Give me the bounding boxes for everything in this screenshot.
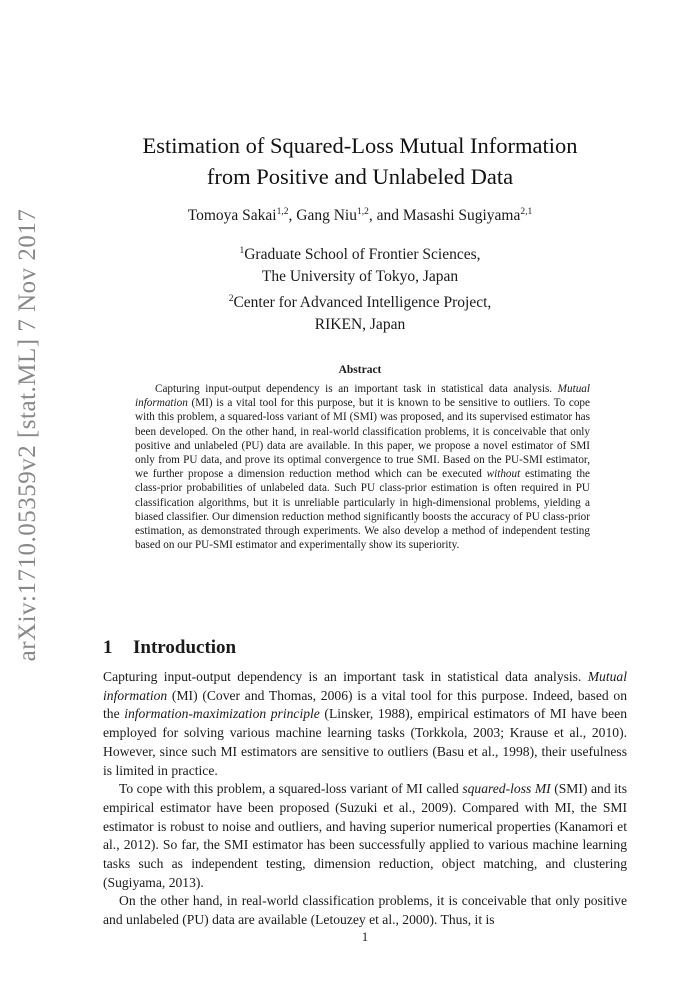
intro-p2-text-1: To cope with this problem, a squared-loss variant of MI called [119, 781, 463, 797]
intro-p1-text-1: Capturing input-output dependency is an important task in statistical data analysis. [103, 669, 588, 684]
abstract-body [135, 382, 590, 552]
intro-p1-emphasis-2: information-maximization principle [124, 706, 320, 722]
affiliations [80, 240, 640, 336]
arxiv-stamp-text: arXiv:1710.05359v2 [stat.ML] 7 Nov 2017 [14, 208, 41, 662]
author-3: and Masashi Sugiyama [376, 207, 521, 225]
affil-2-line-2: RIKEN, Japan [314, 316, 406, 334]
author-3-affil: 2,1 [520, 207, 533, 217]
section-number: 1 [103, 637, 113, 658]
page-number: 1 [361, 930, 369, 944]
title-line-2: from Positive and Unlabeled Data [206, 164, 514, 189]
affil-1-marker: 1 [239, 246, 245, 256]
arxiv-stamp [8, 185, 48, 685]
intro-body [103, 668, 627, 930]
author-1-affil: 1,2 [276, 207, 289, 217]
intro-paragraph-2 [103, 780, 627, 892]
paper-title [80, 130, 640, 192]
abstract-text-3: estimating the class-prior probabilities of unlabeled data. Such PU class-prior estimation is often required in PU classification algorithms, but it is unreliable particularly in high-dimensional problems, yielding a biased classifier. Our dimension reduction method significantly boosts the accuracy of PU class-prior estimation, as demonstrated through experiments. We also develop a method of independent testing based on our PU-SMI estimator and experimentally show its superiority. [135, 468, 590, 552]
intro-paragraph-3: On the other hand, in real-world classification problems, it is conceivable that only positive and unlabeled (PU) data are available (Letouzey et al., 2000). Thus, it is [103, 893, 627, 928]
affil-2-marker: 2 [228, 294, 234, 305]
intro-p1-emphasis-1: Mutual information [103, 669, 627, 703]
author-1: Tomoya Sakai [187, 207, 277, 225]
abstract-emphasis-2: without [486, 468, 521, 481]
abstract-emphasis-1: Mutual information [135, 383, 590, 410]
section-heading [103, 637, 236, 659]
intro-p1-text-2: (MI) (Cover and Thomas, 2006) is a vital tool for this purpose. Indeed, based on the [103, 687, 627, 722]
intro-p1-text-3: (Linsker, 1988), empirical estimators of MI have been employed for solving various machine learning tasks (Torkkola, 2003; Krause et al., 2010). However, since such MI estimators are sensitive to outliers (Basu et al., 1998), their usefulness is limited in practice. [103, 706, 627, 778]
author-list: Tomoya Sakai$^{1,2}$, Gang Niu$^{1,2}$, and Masashi Sugiyama$^{2,1}$ [187, 207, 533, 225]
title-line-1: Estimation of Squared-Loss Mutual Information [142, 133, 578, 158]
affil-2-line-1: Center for Advanced Intelligence Project, [233, 294, 492, 312]
affil-1-line-2: The University of Tokyo, Japan [261, 268, 459, 286]
author-2: Gang Niu [296, 207, 357, 225]
abstract-heading: Abstract [338, 364, 382, 376]
intro-paragraph-1 [103, 668, 627, 780]
intro-p2-text-2: (SMI) and its empirical estimator have been proposed (Suzuki et al., 2009). Compared with MI, the SMI estimator is robust to noise and outliers, and having superior numerical properties (Kanamori et al., 2012). So far, the SMI estimator has been successfully applied to various machine learning tasks such as independent testing, dimension reduction, object matching, and clustering (Sugiyama, 2013). [103, 781, 627, 890]
affil-1-line-1: Graduate School of Frontier Sciences, [244, 246, 481, 264]
abstract-text-1: Capturing input-output dependency is an important task in statistical data analysis. [155, 383, 558, 395]
section-title: Introduction [133, 637, 237, 658]
author-2-affil: 1,2 [356, 207, 369, 217]
abstract-text-2: (MI) is a vital tool for this purpose, but it is known to be sensitive to outliers. To cope with this problem, a squared-loss variant of MI (SMI) was proposed, and its supervised estimator has been developed. On the other hand, in real-world classification problems, it is conceivable that only positive and unlabeled (PU) data are available. In this paper, we propose a novel estimator of SMI only from PU data, and prove its optimal convergence to true SMI. Based on the PU-SMI estimator, we further propose a dimension reduction method which can be executed [135, 397, 590, 481]
intro-p2-emphasis-1: squared-loss MI [462, 781, 551, 797]
